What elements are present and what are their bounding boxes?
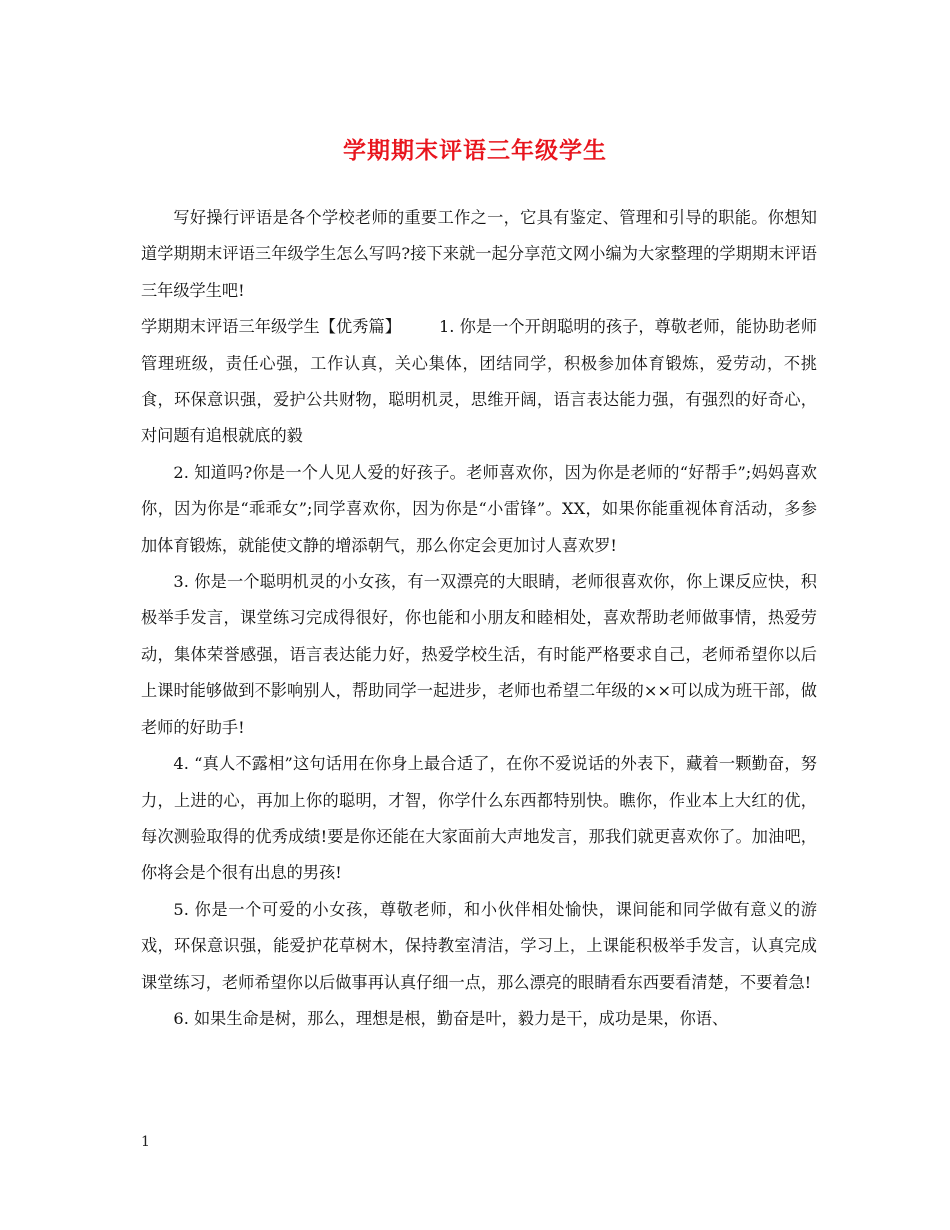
comment-item-5: 5. 你是一个可爱的小女孩，尊敬老师，和小伙伴相处愉快，课间能和同学做有意义的游戏，环保意识强，能爱护花草树木，保持教室清洁，学习上，上课能积极举手发言，认真完成课堂练习，老师希望你以后做事再认真仔细一点，那么漂亮的眼睛看东西要看清楚，不要着急! xyxy=(141,899,817,992)
comment-item-2: 2. 知道吗?你是一个人见人爱的好孩子。老师喜欢你，因为你是老师的“好帮手”;妈妈喜欢你，因为你是“乖乖女”;同学喜欢你，因为你是“小雷锋”。XX，如果你能重视体育活动，多参加体育锻炼，就能使文静的增添朝气，那么你定会更加讨人喜欢罗! xyxy=(141,462,817,555)
document-title: 学期期末评语三年级学生 xyxy=(343,137,607,164)
section-heading: 学期期末评语三年级学生【优秀篇】 xyxy=(141,317,401,337)
comment-item-4: 4. “真人不露相”这句话用在你身上最合适了，在你不爱说话的外表下，藏着一颗勤奋，努力，上进的心，再加上你的聪明，才智，你学什么东西都特别快。瞧你，作业本上大红的优，每次测验取得的优秀成绩!要是你还能在大家面前大声地发言，那我们就更喜欢你了。加油吧，你将会是个很有出息的男孩! xyxy=(141,754,817,883)
comment-item-1: 1. 你是一个开朗聪明的孩子，尊敬老师，能协助老师管理班级，责任心强，工作认真，关心集体，团结同学，积极参加体育锻炼，爱劳动，不挑食，环保意识强，爱护公共财物，聪明机灵，思维开阔，语言表达能力强，有强烈的好奇心，对问题有追根就底的毅 xyxy=(141,317,818,446)
intro-paragraph: 写好操行评语是各个学校老师的重要工作之一，它具有鉴定、管理和引导的职能。你想知道学期期末评语三年级学生怎么写吗?接下来就一起分享范文网小编为大家整理的学期期末评语三年级学生吧! xyxy=(141,208,817,300)
document-body xyxy=(141,200,817,1037)
comment-item-3: 3. 你是一个聪明机灵的小女孩，有一双漂亮的大眼睛，老师很喜欢你，你上课反应快，积极举手发言，课堂练习完成得很好，你也能和小朋友和睦相处，喜欢帮助老师做事情，热爱劳动，集体荣誉感强，语言表达能力好，热爱学校生活，有时能严格要求自己，老师希望你以后上课时能够做到不影响别人，帮助同学一起进步，老师也希望二年级的××可以成为班干部，做老师的好助手! xyxy=(141,572,817,737)
comment-item-6: 6. 如果生命是树，那么，理想是根，勤奋是叶，毅力是干，成功是果，你语、 xyxy=(173,1008,729,1028)
section-first-paragraph xyxy=(141,309,817,455)
page-number: 1 xyxy=(141,1134,150,1150)
